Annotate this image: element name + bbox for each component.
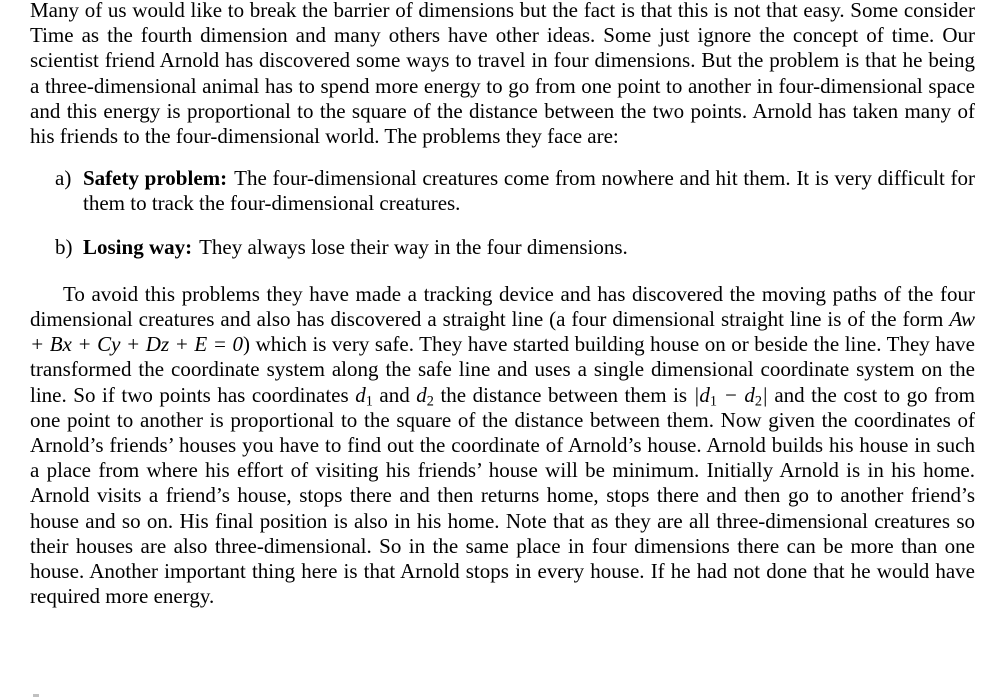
list-item-term: Safety problem:	[83, 166, 228, 191]
list-item-losing-way	[30, 235, 975, 260]
intro-paragraph: Many of us would like to break the barrier of dimensions but the fact is that this is not that easy. Some consider Time as the fourth dimension and many others have other ideas. Some just ignore the concept of time. Our scientist friend Arnold has discovered some ways to travel in four dimensions. But the problem is that he being a three-dimensional animal has to spend more energy to go from one point to another in four-dimensional space and this energy is proportional to the square of the distance between the two points. Arnold has taken many of his friends to the four-dimensional world. The problems they face are:	[30, 0, 975, 149]
partial-cutoff-glyph	[33, 694, 39, 697]
list-item-term: Losing way:	[83, 234, 193, 259]
list-item-text: They always lose their way in the four dimensions.	[199, 234, 628, 259]
problem-list	[30, 166, 975, 260]
list-item-safety-problem	[30, 166, 975, 216]
list-item-text: The four-dimensional creatures come from nowhere and hit them. It is very difficult for them to track the four-dimensional creatures.	[83, 166, 975, 216]
list-item-label: b)	[55, 234, 73, 259]
list-item-label: a)	[55, 166, 72, 191]
body-paragraph: To avoid this problems they have made a tracking device and has discovered the moving paths of the four dimensional creatures and also has discovered a straight line (a four dimensional straight line is of the form Aw + Bx + Cy + Dz + E = 0) which is very safe. They have started building house on or beside the line. They have transformed the coordinate system along the safe line and uses a single dimensional coordinate system on the line. So if two points has coordinates $d_1$ and $d_2$ the distance between them is $|d_1 - d_2|$ and the cost to go from one point to another is proportional to the square of the distance between them. Now given the coordinates of Arnold’s friends’ houses you have to find out the coordinate of Arnold’s house. Arnold builds his house in such a place from where his effort of visiting his friends’ house will be minimum. Initially Arnold is in his home. Arnold visits a friend’s house, stops there and then returns home, stops there and then go to another friend’s house and so on. His final position is also in his home. Note that as they are all three-dimensional creatures so their houses are also three-dimensional. So in the same place in four dimensions there can be more than one house. Another important thing here is that Arnold stops in every house. If he had not done that he would have required more energy.	[30, 281, 976, 609]
